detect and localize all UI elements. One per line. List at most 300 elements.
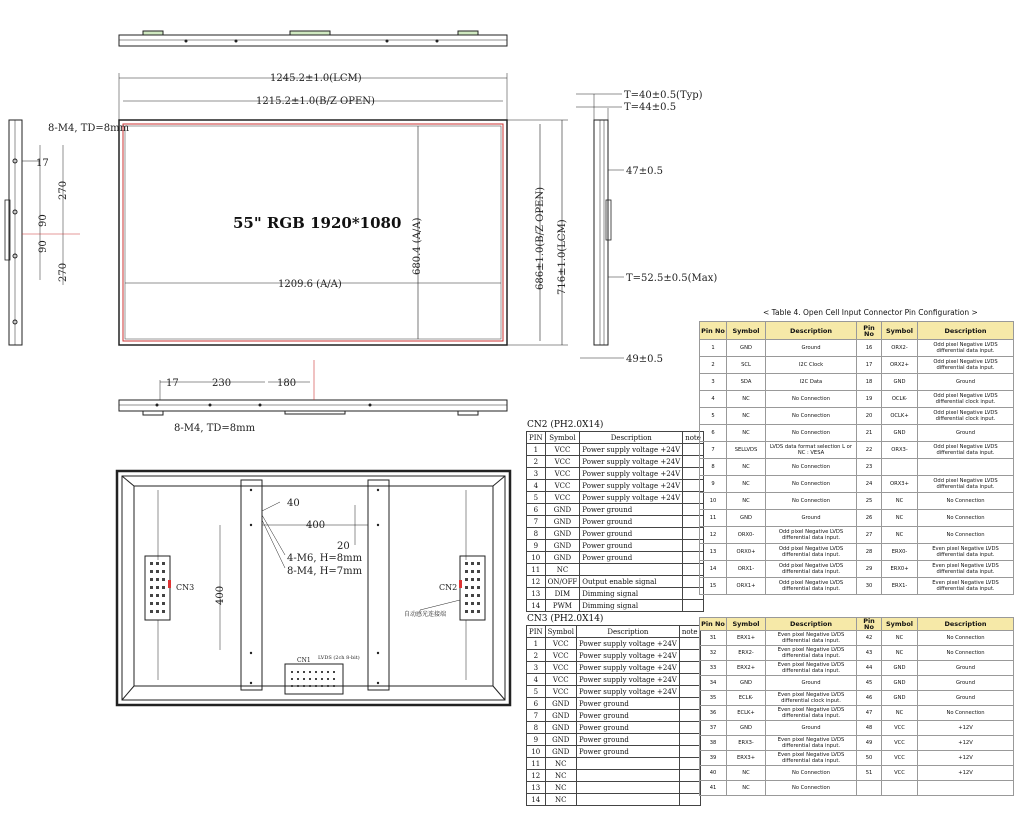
symbol-cell: NC [545,564,580,576]
symbol-cell: ERX3- [727,736,766,751]
bz-height-label: 686±1.0(B/Z OPEN) [535,187,546,290]
description-cell: Power ground [580,516,683,528]
pin-cell: 15 [700,578,727,595]
symbol-cell: NC [545,782,576,794]
description-cell [918,459,1014,476]
table-row [527,588,704,600]
table-row [527,734,701,746]
description-cell: No Connection [766,766,857,781]
symbol-cell: GND [882,661,918,676]
pin-cell: 14 [700,561,727,578]
header-cell: Pin No [700,618,727,631]
description-cell [576,794,679,806]
description-cell: No Connection [918,706,1014,721]
symbol-cell: ORX1+ [727,578,766,595]
table-row [527,516,704,528]
table-row [700,374,1014,391]
pin-cell: 13 [527,782,546,794]
note-cell [679,674,700,686]
pin-cell: 22 [857,442,882,459]
symbol-cell: ECLK+ [727,706,766,721]
symbol-cell: GND [545,504,580,516]
description-cell: Even pixel Negative LVDS differential data input. [918,578,1014,595]
rear-20-label: 20 [337,541,350,552]
t-max-label: T=52.5±0.5(Max) [626,273,718,284]
pin-cell: 13 [527,588,546,600]
description-cell: Power supply voltage +24V [580,468,683,480]
pin-cell: 11 [527,564,546,576]
table-row [700,476,1014,493]
pin-cell: 44 [857,661,882,676]
table-row [700,544,1014,561]
symbol-cell [882,781,918,796]
table-row [527,710,701,722]
description-cell: Power supply voltage +24V [576,638,679,650]
table-row [527,698,701,710]
description-cell: Odd pixel Negative LVDS differential data input. [766,561,857,578]
col-pin: PIN [527,626,546,638]
pin-cell: 29 [857,561,882,578]
pin-cell: 33 [700,661,727,676]
symbol-cell: ORX1- [727,561,766,578]
left-90a-label: 90 [38,214,49,227]
table-row [700,706,1014,721]
table-row [700,781,1014,796]
description-cell: Ground [766,510,857,527]
pin-cell: 20 [857,408,882,425]
lcm-width-label: 1245.2±1.0(LCM) [270,73,362,84]
description-cell: Even pixel Negative LVDS differential clock input. [766,691,857,706]
pin-cell: 12 [527,576,546,588]
symbol-cell: NC [882,646,918,661]
symbol-cell: NC [882,706,918,721]
table-row [700,527,1014,544]
symbol-cell: NC [727,391,766,408]
symbol-cell: NC [727,781,766,796]
header-cell: Description [766,618,857,631]
table-row [527,504,704,516]
description-cell: Odd pixel Negative LVDS differential data input. [766,527,857,544]
col-note: note [679,626,700,638]
bottom-17-label: 17 [166,378,179,389]
bottom-230-label: 230 [212,378,232,389]
description-cell: No Connection [766,425,857,442]
table-row [527,782,701,794]
description-cell: Power supply voltage +24V [576,674,679,686]
description-cell: No Connection [766,476,857,493]
table-row [527,758,701,770]
cn3-table [526,625,701,806]
pin-cell: 6 [527,698,546,710]
pin-cell: 8 [527,528,546,540]
symbol-cell: VCC [882,751,918,766]
description-cell: Even pixel Negative LVDS differential data input. [766,631,857,646]
rear-40-label: 40 [287,498,300,509]
table-row [700,425,1014,442]
pin-cell: 2 [527,650,546,662]
bz-width-label: 1215.2±1.0(B/Z OPEN) [256,96,375,107]
m6-label: 4-M6, H=8mm [287,553,363,564]
description-cell: Odd pixel Negative LVDS differential clock input. [918,408,1014,425]
aa-width-label: 1209.6 (A/A) [278,279,342,290]
description-cell: Ground [918,374,1014,391]
symbol-cell: ORX0+ [727,544,766,561]
symbol-cell: GND [882,691,918,706]
description-cell: No Connection [766,408,857,425]
table-row [527,444,704,456]
symbol-cell: VCC [545,456,580,468]
note-cell [679,770,700,782]
pin-cell: 4 [527,480,546,492]
symbol-cell: GND [545,516,580,528]
symbol-cell: VCC [545,686,576,698]
pin-cell: 30 [857,578,882,595]
description-cell: No Connection [766,391,857,408]
table-row [527,794,701,806]
description-cell: Odd pixel Negative LVDS differential data input. [918,340,1014,357]
symbol-cell: VCC [545,674,576,686]
description-cell: Even pixel Negative LVDS differential data input. [766,646,857,661]
symbol-cell: ERX2- [727,646,766,661]
note-cell [679,638,700,650]
pin-cell: 14 [527,600,546,612]
description-cell: No Connection [918,510,1014,527]
description-cell: Ground [766,340,857,357]
col-pin: PIN [527,432,546,444]
symbol-cell: ORX0- [727,527,766,544]
symbol-cell: VCC [545,468,580,480]
description-cell: Ground [918,676,1014,691]
table-row [527,674,701,686]
pin-cell: 41 [700,781,727,796]
left-90b-label: 90 [38,240,49,253]
col-description: Description [576,626,679,638]
panel-title: 55" RGB 1920*1080 [233,214,402,232]
description-cell: Power ground [580,552,683,564]
description-cell [576,758,679,770]
table-row [527,492,704,504]
symbol-cell: ECLK- [727,691,766,706]
symbol-cell: GND [882,425,918,442]
front-view [119,120,507,345]
table-row [527,468,704,480]
pin-cell: 51 [857,766,882,781]
description-cell: Ground [766,721,857,736]
pin-cell: 3 [527,662,546,674]
description-cell: Even pixel Negative LVDS differential data input. [918,561,1014,578]
m4-label: 8-M4, H=7mm [287,566,363,577]
pin-cell: 9 [527,540,546,552]
description-cell: Dimming signal [580,588,683,600]
t-typ-label: T=40±0.5(Typ) [624,90,703,101]
col-note: note [683,432,704,444]
symbol-cell: GND [545,698,576,710]
pin-cell: 23 [857,459,882,476]
description-cell: Even pixel Negative LVDS differential data input. [918,544,1014,561]
symbol-cell: NC [882,510,918,527]
table-row [700,766,1014,781]
symbol-cell: ORX3+ [882,476,918,493]
header-cell: Symbol [727,618,766,631]
description-cell: Power supply voltage +24V [576,650,679,662]
symbol-cell: PWM [545,600,580,612]
note-cell [679,782,700,794]
pin-cell: 6 [527,504,546,516]
header-cell: Description [918,322,1014,340]
pin-cell: 7 [527,710,546,722]
description-cell: +12V [918,766,1014,781]
symbol-cell: GND [727,510,766,527]
lvds-note: LVDS (2ch 8-bit) [318,655,360,661]
pin-cell: 10 [527,746,546,758]
pin-cell: 2 [700,357,727,374]
pin-cell: 35 [700,691,727,706]
symbol-cell: GND [545,528,580,540]
pin-cell: 4 [527,674,546,686]
table-row [700,357,1014,374]
table-row [527,746,701,758]
header-cell: Pin No [700,322,727,340]
description-cell: No Connection [766,781,857,796]
description-cell: Odd pixel Negative LVDS differential data input. [918,476,1014,493]
symbol-cell: ERX0- [882,544,918,561]
left-17-label: 17 [36,158,49,169]
description-cell: Power supply voltage +24V [576,686,679,698]
header-cell: Symbol [882,322,918,340]
pin-cell: 1 [527,638,546,650]
note-cell [679,746,700,758]
description-cell: No Connection [766,493,857,510]
description-cell: Odd pixel Negative LVDS differential data input. [918,357,1014,374]
pin-cell: 5 [527,492,546,504]
symbol-cell: GND [727,676,766,691]
cn3-label: CN3 [176,583,195,592]
symbol-cell: GND [727,721,766,736]
left-270b-label: 270 [58,262,69,282]
rear-400h-label: 400 [306,520,326,531]
description-cell: Power supply voltage +24V [580,444,683,456]
cn2-caption: CN2 (PH2.0X14) [527,420,604,430]
description-cell: Output enable signal [580,576,683,588]
description-cell: No Connection [766,459,857,476]
description-cell: Even pixel Negative LVDS differential data input. [766,736,857,751]
header-cell: Pin No [857,322,882,340]
bottom-screw-label: 8-M4, TD=8mm [174,423,256,434]
symbol-cell: SELLVDS [727,442,766,459]
col-description: Description [580,432,683,444]
symbol-cell: NC [545,770,576,782]
pin-cell: 5 [700,408,727,425]
symbol-cell: ERX2+ [727,661,766,676]
description-cell: Even pixel Negative LVDS differential data input. [766,661,857,676]
table-row [700,676,1014,691]
description-cell: Power supply voltage +24V [580,492,683,504]
description-cell: Even pixel Negative LVDS differential data input. [766,751,857,766]
note-cell [679,662,700,674]
table-row [700,691,1014,706]
symbol-cell: NC [727,408,766,425]
symbol-cell: ORX2- [882,340,918,357]
cn1-label: CN1 [297,657,311,664]
pin-cell: 3 [527,468,546,480]
pin-cell: 8 [527,722,546,734]
description-cell [576,770,679,782]
pin-cell: 13 [700,544,727,561]
description-cell: Odd pixel Negative LVDS differential clock input. [918,391,1014,408]
header-cell: Pin No [857,618,882,631]
pin-cell: 17 [857,357,882,374]
symbol-cell: GND [545,552,580,564]
pin-cell: 16 [857,340,882,357]
cn2-connector [459,580,462,588]
table-row [700,661,1014,676]
symbol-cell: VCC [545,638,576,650]
description-cell: +12V [918,751,1014,766]
symbol-cell: SCL [727,357,766,374]
symbol-cell: NC [882,631,918,646]
description-cell: Ground [918,425,1014,442]
right-side-view [576,94,624,358]
description-cell: Odd pixel Negative LVDS differential data input. [766,544,857,561]
table-row [700,510,1014,527]
table-row [700,459,1014,476]
note-cell [679,698,700,710]
symbol-cell: GND [545,734,576,746]
description-cell: No Connection [918,631,1014,646]
pin-cell: 9 [700,476,727,493]
table-row [700,721,1014,736]
symbol-cell: NC [545,794,576,806]
description-cell: Even pixel Negative LVDS differential data input. [766,706,857,721]
description-cell: Ground [766,676,857,691]
pin-cell: 7 [700,442,727,459]
description-cell: Power ground [580,504,683,516]
pin-cell: 31 [700,631,727,646]
description-cell: +12V [918,736,1014,751]
pin-cell: 24 [857,476,882,493]
symbol-cell: ORX3- [882,442,918,459]
pin-cell: 4 [700,391,727,408]
col-symbol: Symbol [545,432,580,444]
symbol-cell: VCC [545,650,576,662]
table-row [527,540,704,552]
pin-cell: 12 [700,527,727,544]
pin-cell: 28 [857,544,882,561]
note-cell [679,794,700,806]
pin-cell: 9 [527,734,546,746]
pin-cell: 46 [857,691,882,706]
table-row [700,340,1014,357]
symbol-cell: ORX2+ [882,357,918,374]
description-cell: Power supply voltage +24V [580,456,683,468]
pin-cell: 10 [700,493,727,510]
symbol-cell: GND [545,540,580,552]
table-row [527,638,701,650]
pin-cell: 11 [700,510,727,527]
pin-cell: 5 [527,686,546,698]
table-row [700,736,1014,751]
pin-cell [857,781,882,796]
table-row [527,650,701,662]
note-cell [679,650,700,662]
description-cell: Ground [918,661,1014,676]
note-cell [679,734,700,746]
pin-cell: 37 [700,721,727,736]
symbol-cell: NC [727,459,766,476]
pin-cell: 32 [700,646,727,661]
symbol-cell: GND [882,676,918,691]
pin-cell: 1 [700,340,727,357]
pin-cell: 42 [857,631,882,646]
description-cell [580,564,683,576]
pin-cell: 19 [857,391,882,408]
lcm-height-label: 716±1.0(LCM) [557,219,568,295]
symbol-cell: VCC [545,480,580,492]
bottom-180-label: 180 [277,378,297,389]
pin-cell: 8 [700,459,727,476]
pin-cell: 21 [857,425,882,442]
table-row [527,480,704,492]
symbol-cell: GND [545,746,576,758]
symbol-cell: NC [882,493,918,510]
aa-height-label: 680.4 (A/A) [412,217,423,275]
description-cell: No Connection [918,493,1014,510]
pin-cell: 10 [527,552,546,564]
description-cell: Power supply voltage +24V [580,480,683,492]
pin-cell: 11 [527,758,546,770]
table-row [700,442,1014,459]
pin-cell: 45 [857,676,882,691]
note-cell [683,600,704,612]
description-cell: LVDS data format selection L or NC : VESA [766,442,857,459]
pin-cell: 26 [857,510,882,527]
pin-cell: 27 [857,527,882,544]
table-row [700,578,1014,595]
d49-label: 49±0.5 [626,354,664,365]
description-cell: Odd pixel Negative LVDS differential data input. [766,578,857,595]
note-cell [679,686,700,698]
table-row [527,722,701,734]
description-cell [918,781,1014,796]
symbol-cell: GND [545,710,576,722]
pin-cell: 2 [527,456,546,468]
pin-cell: 47 [857,706,882,721]
note-cell [679,722,700,734]
cn2-note: 自动感光连接端 [404,611,447,618]
symbol-cell: NC [727,476,766,493]
t44-label: T=44±0.5 [624,102,677,113]
pin-cell: 36 [700,706,727,721]
pin-cell: 1 [527,444,546,456]
table-row [700,493,1014,510]
pin-cell: 39 [700,751,727,766]
description-cell: Odd pixel Negative LVDS differential data input. [918,442,1014,459]
symbol-cell: VCC [545,444,580,456]
rear-400v-label: 400 [215,585,226,605]
pin-cell: 49 [857,736,882,751]
symbol-cell: OCLK- [882,391,918,408]
symbol-cell: VCC [882,766,918,781]
symbol-cell: VCC [545,662,576,674]
pin-cell: 3 [700,374,727,391]
pin-cell: 14 [527,794,546,806]
pin-cell: 6 [700,425,727,442]
table-row [700,751,1014,766]
table-row [527,528,704,540]
description-cell: Power ground [576,722,679,734]
symbol-cell: ERX0+ [882,561,918,578]
symbol-cell: NC [545,758,576,770]
